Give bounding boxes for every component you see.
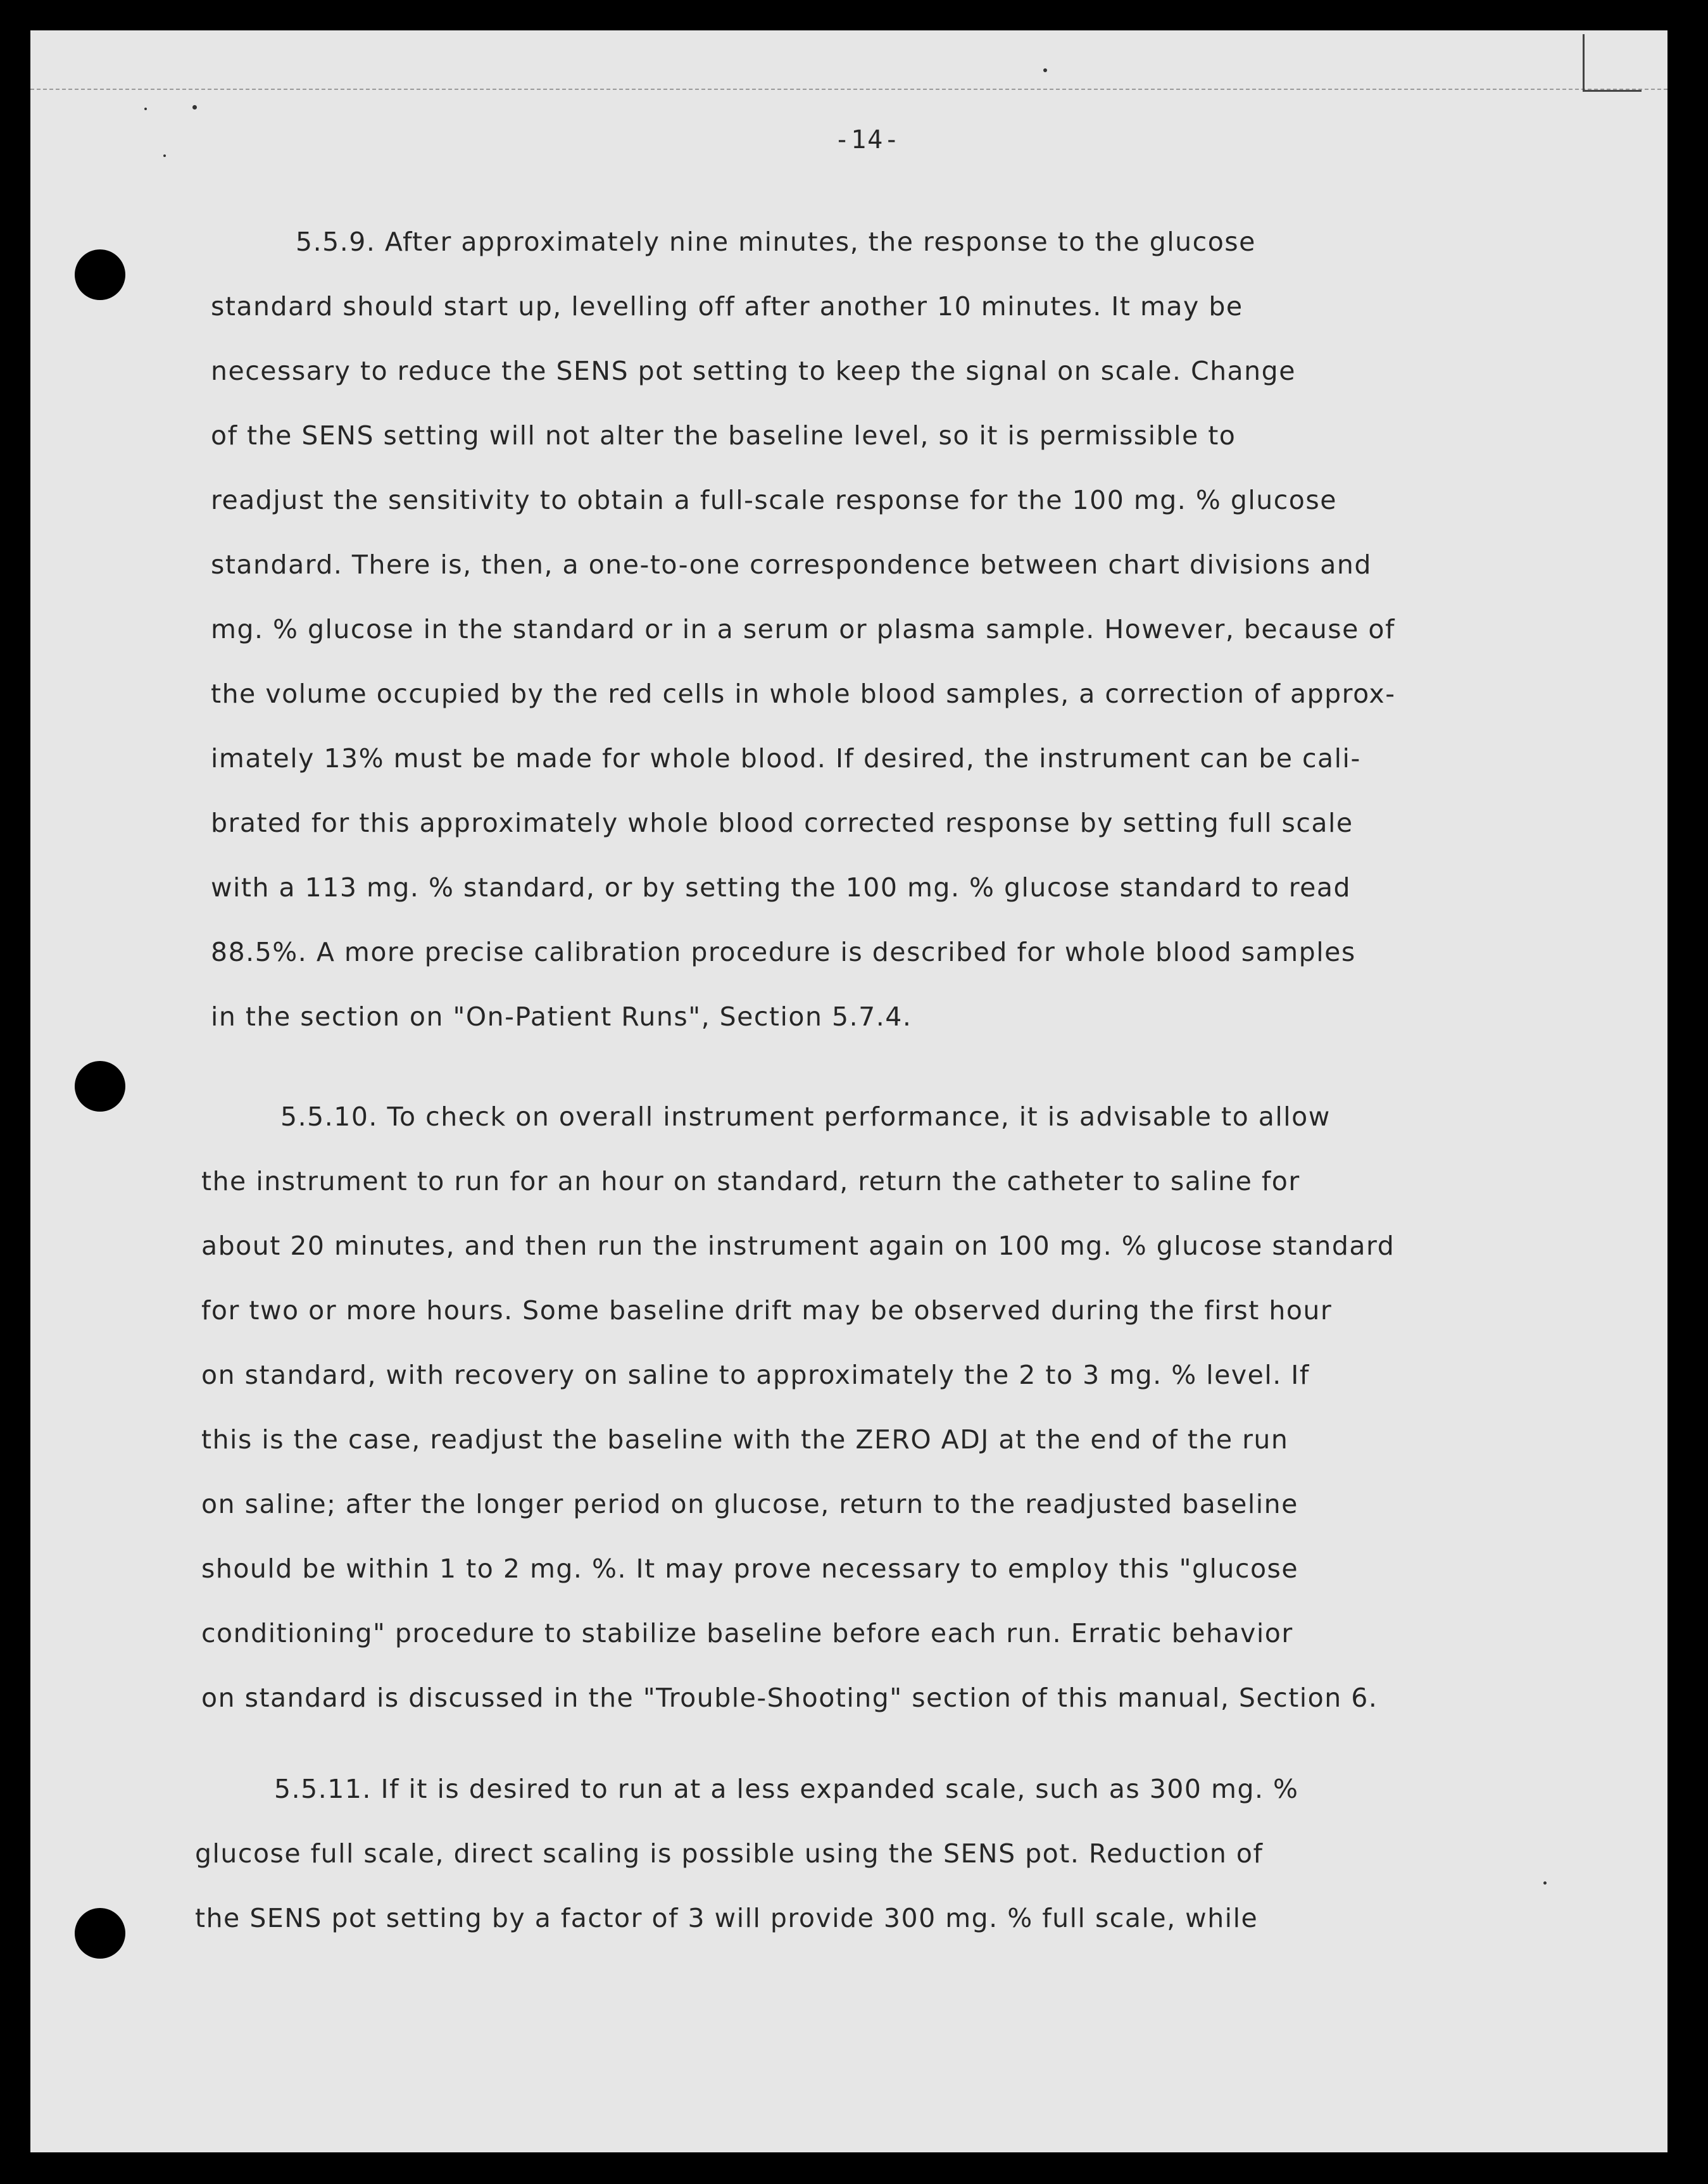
text-line: on standard is discussed in the "Trouble-Shooting" section of this manual, Section 6.: [201, 1683, 1378, 1713]
text-line: imately 13% must be made for whole blood. If desired, the instrument can be cali-: [211, 743, 1361, 774]
text-line: 5.5.9. After approximately nine minutes, the response to the glucose: [296, 227, 1256, 257]
corner-mark: [1583, 34, 1642, 92]
text-line: standard should start up, levelling off after another 10 minutes. It may be: [211, 291, 1243, 322]
text-line: on standard, with recovery on saline to approximately the 2 to 3 mg. % level. If: [201, 1360, 1310, 1390]
text-line: should be within 1 to 2 mg. %. It may prove necessary to employ this "glucose: [201, 1553, 1299, 1584]
text-line: 5.5.10. To check on overall instrument performance, it is advisable to allow: [280, 1101, 1331, 1132]
text-line: brated for this approximately whole blood corrected response by setting full scale: [211, 808, 1353, 838]
scan-speck: [163, 154, 166, 157]
text-line: glucose full scale, direct scaling is possible using the SENS pot. Reduction of: [195, 1838, 1264, 1869]
document-page: [30, 30, 1667, 2152]
punch-hole: [75, 1061, 125, 1112]
text-line: mg. % glucose in the standard or in a serum or plasma sample. However, because of: [211, 614, 1395, 644]
text-line: for two or more hours. Some baseline drift may be observed during the first hour: [201, 1295, 1333, 1326]
text-line: about 20 minutes, and then run the instrument again on 100 mg. % glucose standard: [201, 1231, 1395, 1261]
text-line: of the SENS setting will not alter the baseline level, so it is permissible to: [211, 420, 1236, 451]
scan-top-rule: [30, 89, 1667, 90]
text-line: on saline; after the longer period on glucose, return to the readjusted baseline: [201, 1489, 1298, 1519]
text-line: readjust the sensitivity to obtain a full-scale response for the 100 mg. % glucose: [211, 485, 1337, 515]
text-line: the volume occupied by the red cells in whole blood samples, a correction of approx-: [211, 679, 1396, 709]
text-line: the SENS pot setting by a factor of 3 will provide 300 mg. % full scale, while: [195, 1903, 1259, 1933]
text-line: necessary to reduce the SENS pot setting to keep the signal on scale. Change: [211, 356, 1296, 386]
text-line: conditioning" procedure to stabilize baseline before each run. Erratic behavior: [201, 1618, 1293, 1648]
punch-hole: [75, 1908, 125, 1959]
scan-speck: [1543, 1881, 1547, 1885]
page-number: -14-: [834, 125, 901, 154]
text-line: the instrument to run for an hour on standard, return the catheter to saline for: [201, 1166, 1300, 1196]
text-line: with a 113 mg. % standard, or by setting the 100 mg. % glucose standard to read: [211, 872, 1352, 903]
text-line: 88.5%. A more precise calibration procedure is described for whole blood samples: [211, 937, 1356, 967]
text-line: 5.5.11. If it is desired to run at a less expanded scale, such as 300 mg. %: [274, 1774, 1299, 1804]
scan-speck: [1043, 68, 1047, 72]
scan-speck: [144, 108, 147, 110]
punch-hole: [75, 249, 125, 300]
text-line: this is the case, readjust the baseline with the ZERO ADJ at the end of the run: [201, 1424, 1289, 1455]
text-line: standard. There is, then, a one-to-one correspondence between chart divisions and: [211, 549, 1372, 580]
scan-speck: [192, 105, 197, 110]
text-line: in the section on "On-Patient Runs", Section 5.7.4.: [211, 1001, 912, 1032]
